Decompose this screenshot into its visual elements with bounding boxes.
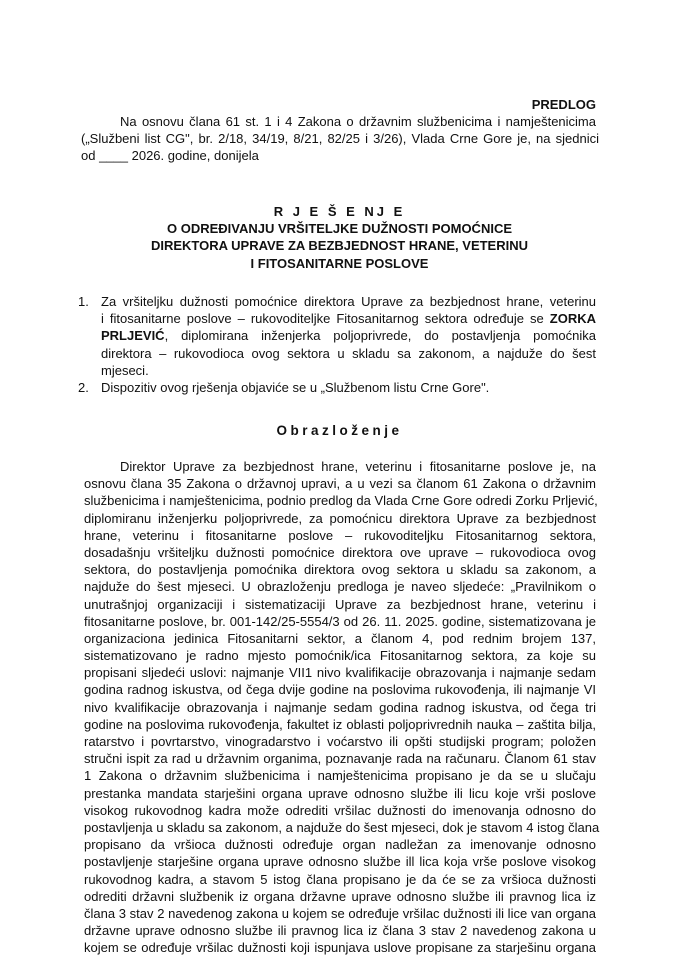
explanation-line: ratarstvo i povrtarstvo, vinogradarstvo i voćarstvo ili opšti studijski program; položen bbox=[84, 734, 596, 749]
explanation-line: postavljenje starješine organa uprave odnosno službe ill lica koja vrše poslove visokog bbox=[84, 854, 596, 870]
explanation-line: člana 3 stav 2 navedenog zakona u kojem se određuje vršilac dužnosti ili lice van organa bbox=[84, 905, 596, 921]
explanation-line: postavljenja u skladu sa zakonom, a najduže do šest mjeseci, dok je stavom 4 istog člana bbox=[84, 819, 600, 835]
explanation-line: godine na poslovima rukovođenja, fakultet iz oblasti poljoprivrednih nauka – zaštita bilja, bbox=[84, 716, 596, 732]
appointee-surname: PRLJEVIĆ bbox=[101, 328, 165, 344]
decision-items bbox=[78, 293, 596, 396]
explanation-line: najduže do šest mjeseci. U obrazloženju predloga je naveo sljedeće: „Pravilnikom o bbox=[84, 579, 596, 595]
explanation-line: stručni ispit za rad u državnim organima, poznavanje rada na računaru. Članom 61 stav bbox=[84, 751, 596, 767]
explanation-line: propisani sljedeći uslovi: najmanje VII1 nivo kvalifikacije obrazovanja i najmanje sedam bbox=[84, 665, 596, 681]
appointee-name: ZORKA bbox=[549, 311, 596, 327]
intro-line: („Službeni list CG", br. 2/18, 34/19, 8/21, 82/25 i 3/26), Vlada Crne Gore je, na sjednici bbox=[81, 131, 599, 147]
decision-item-2 bbox=[78, 379, 596, 396]
explanation-line: visokog rukovodnog kadra može odrediti vršilac dužnosti do imenovanja odnosno do bbox=[84, 802, 596, 818]
item-number: 1. bbox=[78, 294, 89, 309]
explanation-line: odrediti državni službenik iz organa državne uprave odnosno službe ili pravnog lica iz bbox=[84, 888, 596, 904]
decision-heading: R J E Š E NJ E bbox=[273, 204, 406, 219]
explanation-line: osnovu člana 35 Zakona o državnoj upravi, a u vezi sa članom 61 Zakona o državnim bbox=[84, 476, 596, 492]
document-status-label: PREDLOG bbox=[531, 97, 596, 112]
explanation-line: 1 Zakona o državnim službenicima i namještenicima propisano je da se u slučaju bbox=[84, 768, 596, 784]
intro-paragraph bbox=[81, 113, 599, 165]
decision-item-1 bbox=[78, 293, 596, 379]
item-text: , diplomirana inženjerka poljoprivrede, do postavljenja pomoćnika bbox=[164, 328, 596, 344]
explanation-line: državne uprave odnosno službe ili pravnog lica iz člana 3 stav 2 navedenog zakona u bbox=[84, 923, 596, 939]
item-line bbox=[101, 310, 596, 327]
item-line: direktora – rukovodioca ovog sektora u skladu sa zakonom, a najduže do šest bbox=[101, 345, 596, 361]
explanation-line: organizaciona jedinica Fitosanitarni sektor, a članom 4, pod rednim brojem 137, bbox=[84, 630, 596, 646]
intro-line: od ____ 2026. godine, donijela bbox=[81, 148, 259, 164]
explanation-line: kojem se određuje vršilac dužnosti koji ispunjava uslove propisane za starješinu organa bbox=[84, 940, 596, 956]
explanation-line: sektora, do postavljenja pomoćnika direktora ovog sektora u skladu sa zakonom, a bbox=[84, 562, 596, 578]
item-line: Za vršiteljku dužnosti pomoćnice direktora Uprave za bezbjednost hrane, veterinu bbox=[101, 294, 596, 309]
explanation-line: fitosanitarne poslove, br. 001-142/25-5554/3 od 26. 11. 2025. godine, sistematizovana je bbox=[84, 613, 596, 629]
decision-title bbox=[0, 203, 679, 272]
explanation-line: unutrašnjoj organizaciji i sistematizaciji Uprave za bezbjednost hrane, veterinu i bbox=[84, 596, 596, 612]
item-text: i fitosanitarne poslove – rukovoditeljke Fitosanitarnog sektora određuje se bbox=[101, 311, 550, 327]
explanation-line: Direktor Uprave za bezbjednost hrane, veterinu i fitosanitarne poslove je, na bbox=[120, 459, 596, 474]
explanation-line: službenicima i namještenicima, podnio predlog da Vlada Crne Gore odredi Zorku Prljević, bbox=[84, 493, 598, 509]
item-number: 2. bbox=[78, 379, 89, 395]
explanation-line: rukovodnog kadra, a stavom 5 istog člana propisano je da će se za vršioca dužnosti bbox=[84, 871, 596, 887]
item-line: mjeseci. bbox=[101, 362, 149, 378]
explanation-line: dosadašnju vršiteljku dužnosti pomoćnice direktora ove uprave – rukovodioca ovog bbox=[84, 544, 596, 560]
explanation-line: sistematizovano je radno mjesto pomoćnik/ica Fitosanitarnog sektora, za koje su bbox=[84, 648, 596, 664]
explanation-line: godina radnog iskustva, od čega dvije godine na poslovima rukovođenja, ili najmanje VI bbox=[84, 682, 596, 698]
explanation-paragraph bbox=[84, 458, 600, 956]
decision-subtitle-line: DIREKTORA UPRAVE ZA BEZBJEDNOST HRANE, VETERINU bbox=[150, 238, 529, 254]
explanation-line: diplomiranu inženjerku poljoprivrede, za pomoćnicu direktora Uprave za bezbjednost bbox=[84, 510, 596, 526]
explanation-line: nivo kvalifikacije obrazovanja i najmanje sedam godina radnog iskustva, od čega tri bbox=[84, 699, 596, 715]
explanation-line: propisano da vršioca dužnosti određuje organ nadležan za imenovanje odnosno bbox=[84, 837, 596, 853]
item-line bbox=[101, 327, 596, 344]
intro-line: Na osnovu člana 61 st. 1 i 4 Zakona o državnim službenicima i namještenicima bbox=[120, 114, 596, 129]
decision-subtitle-line: I FITOSANITARNE POSLOVE bbox=[250, 255, 429, 271]
explanation-line: hrane, veterinu i fitosanitarne poslove – rukovoditeljku Fitosanitarnog sektora, bbox=[84, 527, 596, 543]
item-line: Dispozitiv ovog rješenja objaviće se u „Službenom listu Crne Gore". bbox=[101, 379, 490, 395]
explanation-title: Obrazloženje bbox=[276, 423, 403, 438]
decision-subtitle-line: O ODREĐIVANJU VRŠITELJKE DUŽNOSTI POMOĆNICE bbox=[166, 221, 512, 237]
explanation-line: prestanka mandata starješini organa uprave odnosno službe ili licu koje vrši poslove bbox=[84, 785, 596, 801]
